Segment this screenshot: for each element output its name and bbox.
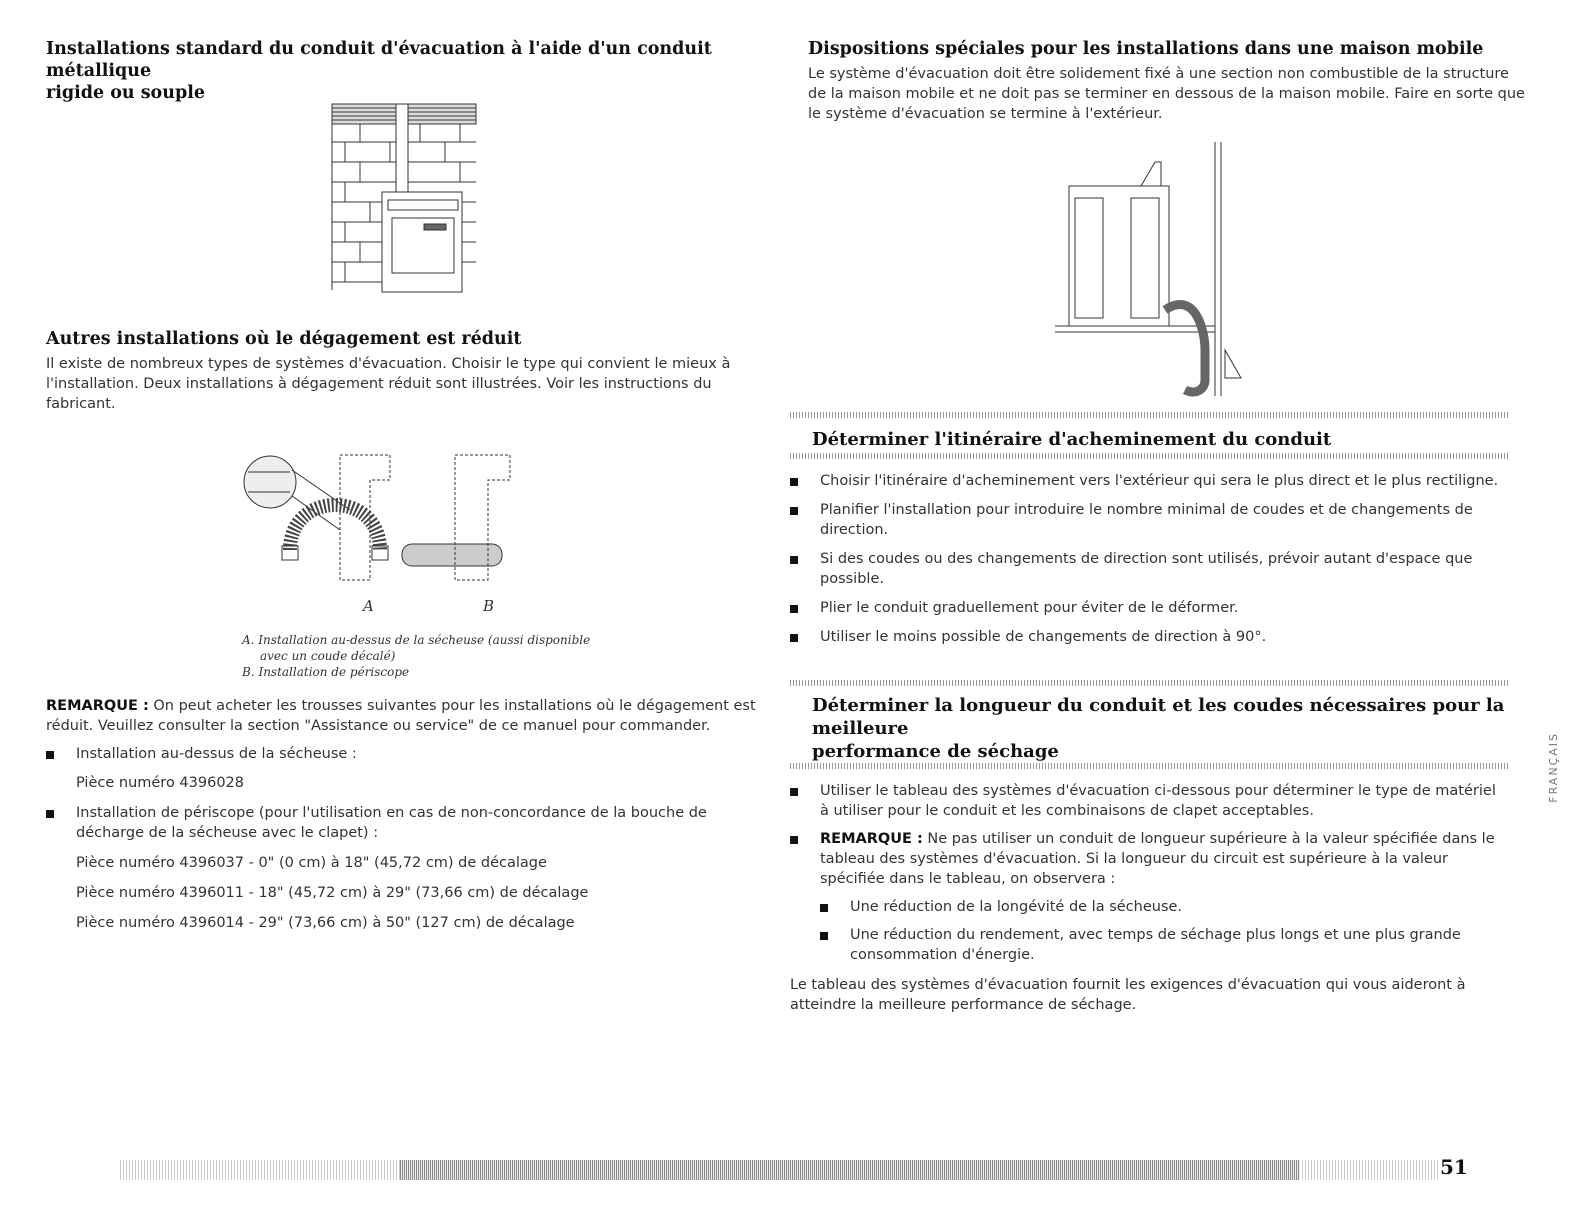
caption-b: B. Installation de périscope bbox=[242, 665, 410, 679]
route-bullet-5: Utiliser le moins possible de changements de direction à 90°. bbox=[790, 627, 1508, 647]
caption-a-line2: avec un coude décalé) bbox=[260, 649, 396, 663]
list-item-above-dryer: Installation au-dessus de la sécheuse : bbox=[46, 744, 761, 764]
route-section bbox=[790, 412, 1508, 647]
figure-label-b: B bbox=[483, 597, 495, 615]
remarque-text: On peut acheter les trousses suivantes pour les installations où le dégagement est réduit. Veuillez consulter la section "Assistance ou service" de ce manuel pour commander. bbox=[46, 698, 756, 734]
page-number: 51 bbox=[1440, 1155, 1468, 1179]
reduced-clearance-section bbox=[46, 328, 766, 414]
sub-bullet-longevity: Une réduction de la longévité de la sécheuse. bbox=[790, 897, 1508, 917]
remarque-block bbox=[46, 696, 761, 933]
length-bullet-1: Utiliser le tableau des systèmes d'évacuation ci-dessous pour déterminer le type de matériel à utiliser pour le conduit et les combinaisons de clapet acceptables. bbox=[790, 781, 1508, 821]
part-number-3: Pièce numéro 4396014 - 29" (73,66 cm) à 50" (127 cm) de décalage bbox=[76, 915, 575, 931]
list-item-periscope: Installation de périscope (pour l'utilisation en cas de non-concordance de la bouche de décharge de la sécheuse avec le clapet) : bbox=[46, 803, 761, 843]
language-side-tab: FRANÇAIS bbox=[1547, 732, 1560, 803]
divider-hatch bbox=[790, 453, 1508, 459]
remarque-lead: REMARQUE : bbox=[46, 698, 149, 714]
length-section bbox=[790, 680, 1508, 1015]
part-number-2: Pièce numéro 4396011 - 18" (45,72 cm) à 29" (73,66 cm) de décalage bbox=[76, 885, 589, 901]
dryer-wall-illustration bbox=[330, 100, 480, 302]
remarque-lead: REMARQUE : bbox=[820, 831, 923, 847]
closing-paragraph: Le tableau des systèmes d'évacuation fournit les exigences d'évacuation qui vous aideront à atteindre la meilleure performance de séchage. bbox=[790, 977, 1466, 1013]
left-column bbox=[46, 38, 766, 104]
caption-a-line1: A. Installation au-dessus de la sécheuse (aussi disponible bbox=[242, 633, 591, 647]
part-number-above: Pièce numéro 4396028 bbox=[76, 775, 245, 791]
section-title-route: Déterminer l'itinéraire d'acheminement du conduit bbox=[812, 429, 1332, 450]
part-number-1: Pièce numéro 4396037 - 0" (0 cm) à 18" (45,72 cm) de décalage bbox=[76, 855, 547, 871]
section-title-mobile: Dispositions spéciales pour les installations dans une maison mobile bbox=[808, 39, 1484, 59]
route-bullet-2: Planifier l'installation pour introduire le nombre minimal de coudes et de changements de direction. bbox=[790, 500, 1508, 540]
footer-bar bbox=[120, 1160, 1440, 1180]
route-bullet-1: Choisir l'itinéraire d'acheminement vers l'extérieur qui sera le plus direct et le plus rectiligne. bbox=[790, 471, 1508, 491]
figure-caption bbox=[242, 632, 682, 680]
section-title-reduced: Autres installations où le dégagement est réduit bbox=[46, 329, 522, 349]
reduced-clearance-illustration bbox=[230, 450, 520, 595]
sub-bullet-efficiency: Une réduction du rendement, avec temps de séchage plus longs et une plus grande consommation d'énergie. bbox=[790, 925, 1508, 965]
section-title-length: Déterminer la longueur du conduit et les coudes nécessaires pour la meilleure performance de séchage bbox=[812, 695, 1505, 762]
figure-label-a: A bbox=[363, 597, 374, 615]
mobile-paragraph: Le système d'évacuation doit être solidement fixé à une section non combustible de la structure de la maison mobile et ne doit pas se terminer en dessous de la maison mobile. Faire en sorte que le système d'évacuation se termine à l'extérieur. bbox=[808, 66, 1525, 122]
route-bullet-4: Plier le conduit graduellement pour éviter de le déformer. bbox=[790, 598, 1508, 618]
divider-hatch bbox=[790, 412, 1508, 418]
route-bullet-3: Si des coudes ou des changements de direction sont utilisés, prévoir autant d'espace que possible. bbox=[790, 549, 1508, 589]
length-bullet-remarque bbox=[790, 829, 1508, 889]
reduced-clearance-paragraph: Il existe de nombreux types de systèmes d'évacuation. Choisir le type qui convient le mieux à l'installation. Deux installations à dégagement réduit sont illustrées. Voir les instructions du fabricant. bbox=[46, 356, 731, 412]
mobile-home-section bbox=[808, 38, 1528, 124]
remarque-text: Ne pas utiliser un conduit de longueur supérieure à la valeur spécifiée dans le tableau des systèmes d'évacuation. Si la longueur du circuit est supérieure à la valeur spécifiée dans le tableau, on observera : bbox=[820, 831, 1495, 887]
mobile-home-illustration bbox=[1055, 140, 1255, 398]
divider-hatch bbox=[790, 680, 1508, 686]
remarque-paragraph bbox=[46, 696, 761, 736]
divider-hatch bbox=[790, 763, 1508, 769]
section-title-standard: Installations standard du conduit d'évacuation à l'aide d'un conduit métallique rigide ou souple bbox=[46, 39, 712, 103]
